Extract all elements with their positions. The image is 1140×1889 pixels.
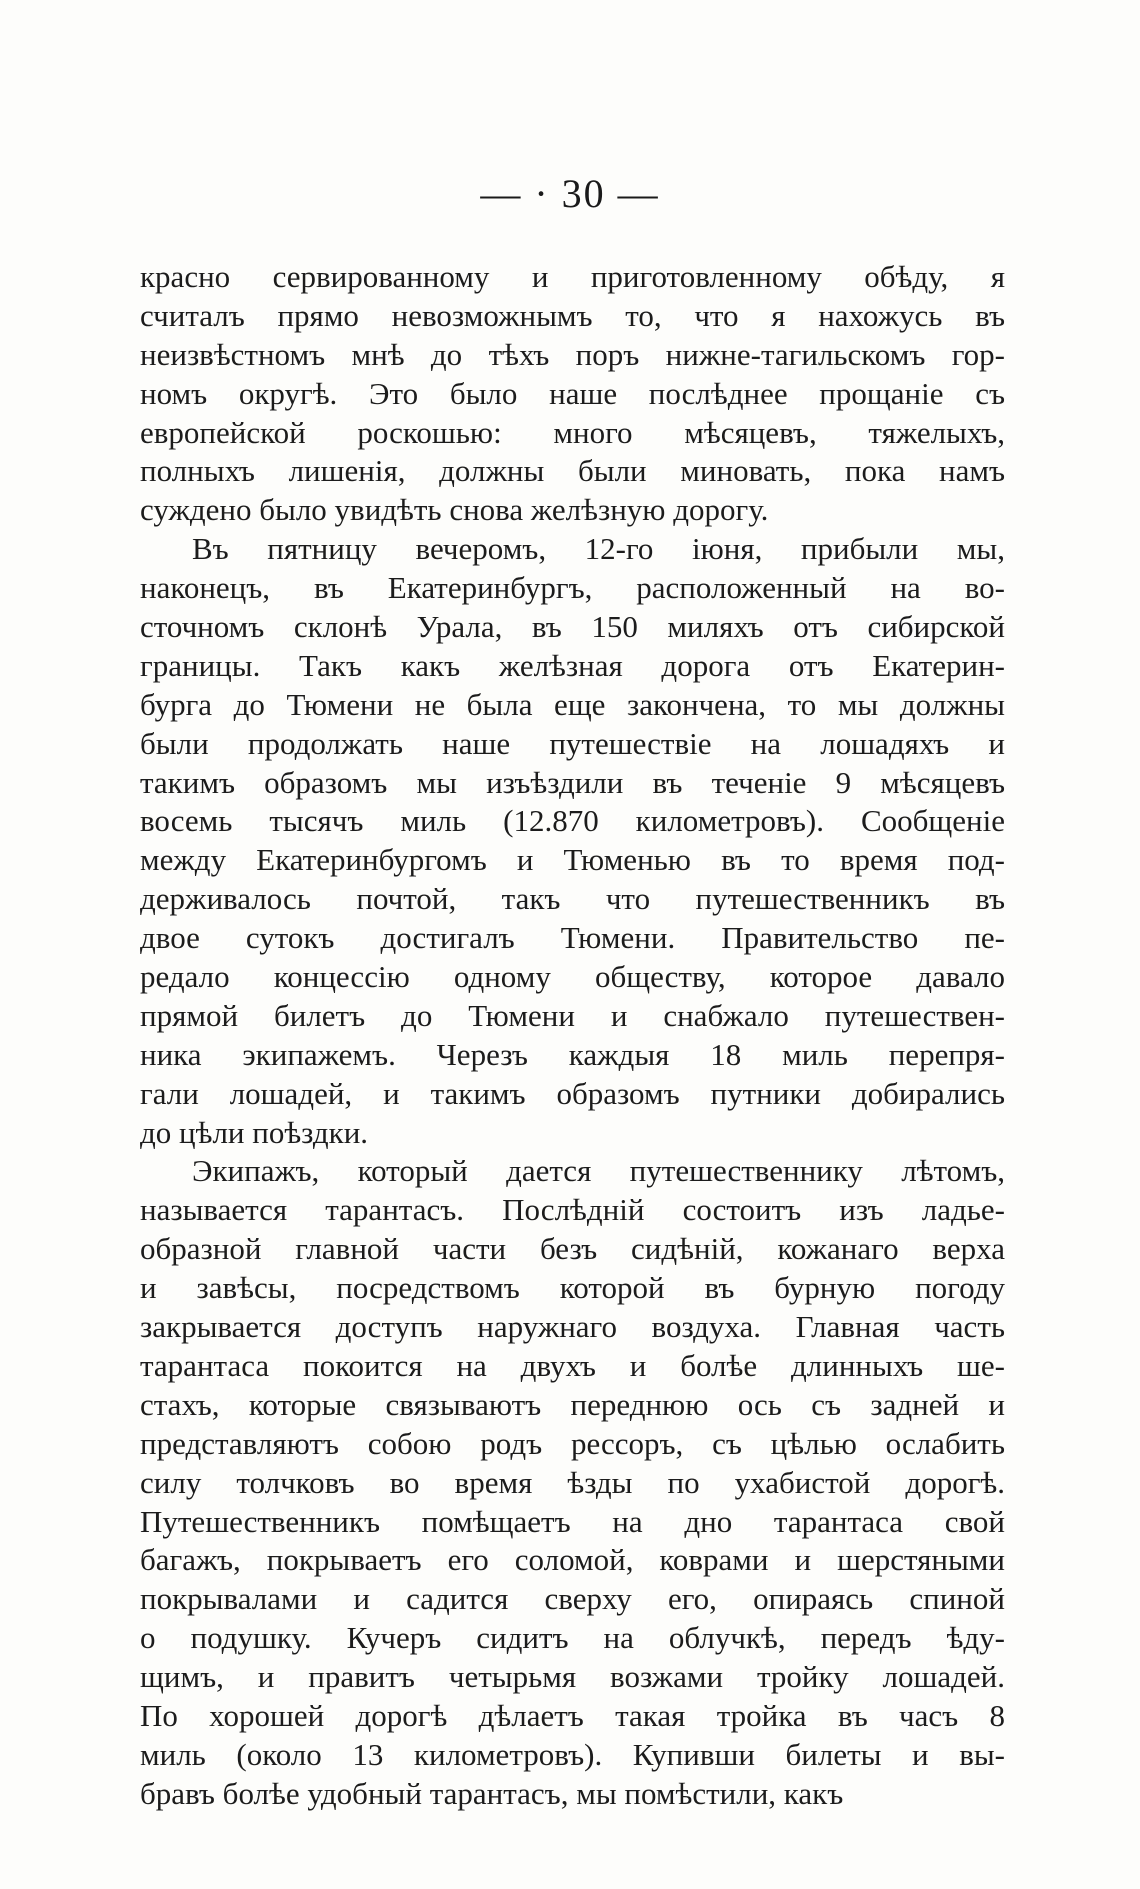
text-line: номъ округѣ. Это было наше послѣднее прощаніе съ [140, 375, 1005, 411]
text-line: редало концессію одному обществу, которое давало [140, 959, 1005, 995]
text-line: образной главной части безъ сидѣній, кожанаго верха [140, 1231, 1005, 1267]
page-number: — · 30 — [480, 171, 660, 216]
page-body [140, 258, 1005, 1814]
text-line: восемь тысячъ миль (12.870 километровъ). Сообщеніе [140, 803, 1005, 839]
text-line: называется тарантасъ. Послѣдній состоитъ изъ ладье- [140, 1192, 1005, 1228]
text-line: Экипажъ, который дается путешественнику лѣтомъ, [192, 1153, 1005, 1189]
text-line: По хорошей дорогѣ дѣлаетъ такая тройка въ часъ 8 [140, 1697, 1005, 1733]
text-line: о подушку. Кучеръ сидитъ на облучкѣ, передъ ѣду- [140, 1620, 1005, 1656]
text-line: держивалось почтой, такъ что путешественникъ въ [140, 881, 1005, 917]
text-line: тарантаса покоится на двухъ и болѣе длинныхъ ше- [140, 1347, 1005, 1383]
text-line: представляютъ собою родъ рессоръ, съ цѣлью ослабить [140, 1425, 1005, 1461]
text-line: красно сервированному и приготовленному обѣду, я [140, 259, 1005, 294]
text-line: гали лошадей, и такимъ образомъ путники добирались [140, 1075, 1005, 1111]
text-line: закрывается доступъ наружнаго воздуха. Главная часть [140, 1309, 1005, 1345]
text-line: сточномъ склонѣ Урала, въ 150 миляхъ отъ сибирской [140, 609, 1005, 645]
text-line: прямой билетъ до Тюмени и снабжало путешествен- [140, 997, 1005, 1033]
text-line: границы. Такъ какъ желѣзная дорога отъ Екатерин- [140, 647, 1005, 683]
text-line: европейской роскошью: много мѣсяцевъ, тяжелыхъ, [140, 414, 1005, 450]
text-line: такимъ образомъ мы изъѣздили въ теченіе 9 мѣсяцевъ [140, 764, 1005, 800]
text-line: бурга до Тюмени не была еще закончена, то мы должны [140, 686, 1005, 722]
text-line: ника экипажемъ. Черезъ каждыя 18 миль перепря- [140, 1036, 1005, 1072]
text-line: полныхъ лишенія, должны были миновать, пока намъ [140, 453, 1005, 489]
text-line: Путешественникъ помѣщаетъ на дно тарантаса свой [140, 1503, 1005, 1539]
text-line: покрывалами и садится сверху его, опираясь спиной [140, 1581, 1005, 1617]
text-line: суждено было увидѣть снова желѣзную дорогу. [140, 492, 769, 528]
text-line: багажъ, покрываетъ его соломой, коврами и шерстяными [140, 1542, 1005, 1578]
text-line: стахъ, которые связываютъ переднюю ось съ задней и [140, 1386, 1005, 1422]
text-line: двое сутокъ достигалъ Тюмени. Правительство пе- [140, 920, 1005, 956]
text-line: до цѣли поѣздки. [140, 1114, 369, 1150]
text-line: считалъ прямо невозможнымъ то, что я нахожусь въ [140, 297, 1005, 333]
text-line: миль (около 13 километровъ). Купивши билеты и вы- [140, 1736, 1005, 1772]
text-line: наконецъ, въ Екатеринбургъ, расположенный на во- [140, 570, 1005, 606]
text-line: бравъ болѣе удобный тарантасъ, мы помѣстили, какъ [140, 1775, 844, 1811]
text-line: щимъ, и правитъ четырьмя возжами тройку лошадей. [140, 1659, 1005, 1695]
text-line: неизвѣстномъ мнѣ до тѣхъ поръ нижне-тагильскомъ гор- [140, 336, 1005, 372]
text-line: и завѣсы, посредствомъ которой въ бурную погоду [140, 1270, 1005, 1306]
text-line: между Екатеринбургомъ и Тюменью въ то время под- [140, 842, 1005, 878]
text-line: Въ пятницу вечеромъ, 12-го іюня, прибыли мы, [192, 531, 1005, 567]
text-line: были продолжать наше путешествіе на лошадяхъ и [140, 725, 1005, 761]
text-line: силу толчковъ во время ѣзды по ухабистой дорогѣ. [140, 1464, 1005, 1500]
